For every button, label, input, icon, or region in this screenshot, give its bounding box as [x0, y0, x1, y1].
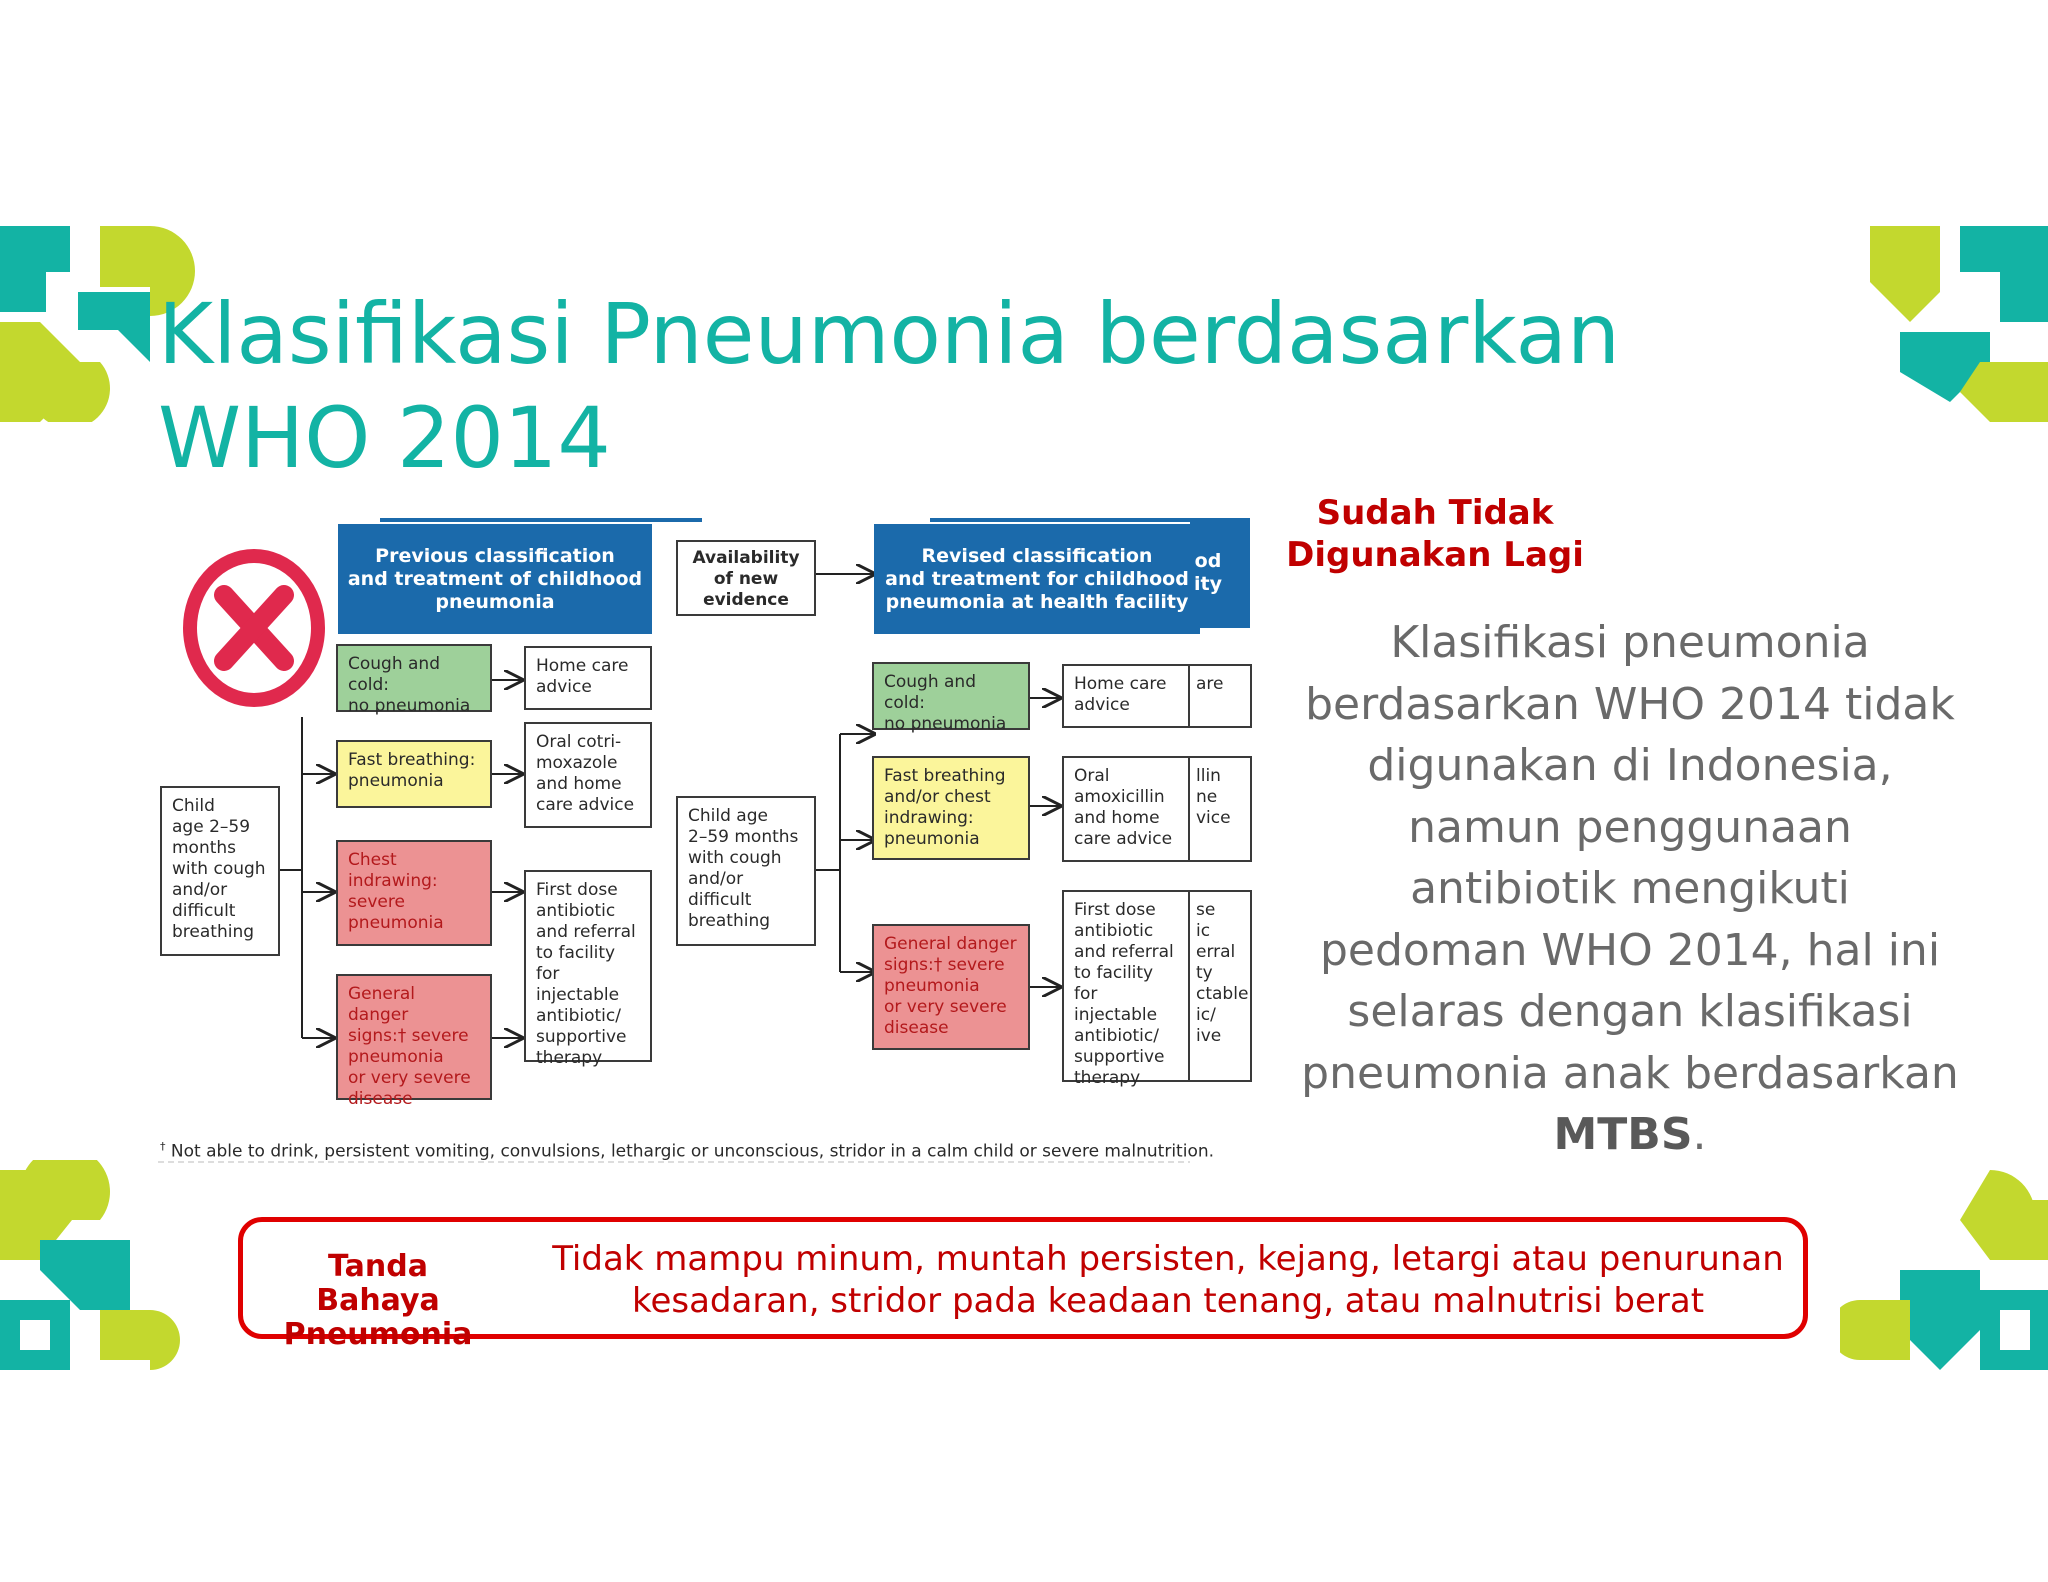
rev-treatment-home-care: Home care advice [1062, 664, 1190, 728]
prev-treatment-referral: First dose antibiotic and referral to facility for injectable antibiotic/ supportive therapy [524, 870, 652, 1062]
prev-class-general-danger: General danger signs:† severe pneumonia or very severe disease [336, 974, 492, 1100]
prev-class-chest-indrawing: Chest indrawing: severe pneumonia [336, 840, 492, 946]
explanation-text [1300, 612, 1960, 1166]
corner-decoration-top-right [1840, 212, 2048, 422]
explanation-text-main: Klasifikasi pneumonia berdasarkan WHO 2014 tidak digunakan di Indonesia, namun penggunaan antibiotik mengikuti pedoman WHO 2014, hal ini selaras dengan klasifikasi pneumonia anak berdasarkan [1301, 617, 1959, 1099]
child-criteria-box-revised: Child age 2–59 months with cough and/or difficult breathing [676, 796, 816, 946]
prev-treatment-oral-cotrimoxazole: Oral cotri- moxazole and home care advice [524, 722, 652, 828]
corner-decoration-bottom-left [0, 1160, 210, 1370]
explanation-text-bold: MTBS [1553, 1109, 1693, 1160]
not-used-label: Sudah Tidak Digunakan Lagi [1286, 493, 1584, 575]
explanation-text-end: . [1692, 1109, 1707, 1160]
diagram-footnote [160, 1140, 1214, 1162]
cut-off-header: od ity [1190, 518, 1250, 628]
rev-class-cough-cold: Cough and cold: no pneumonia [872, 662, 1030, 730]
rev-treatment-oral-amoxicillin: Oral amoxicillin and home care advice [1062, 756, 1190, 862]
prev-class-cough-cold: Cough and cold: no pneumonia [336, 644, 492, 712]
child-criteria-box-previous: Child age 2–59 months with cough and/or difficult breathing [160, 786, 280, 956]
cut-box-2: llin ne vice [1188, 756, 1252, 862]
revised-classification-header: Revised classification and treatment for childhood pneumonia at health facility [874, 524, 1200, 634]
cut-box-3: se ic erral ty ctable ic/ ive [1188, 890, 1252, 1082]
footnote-text: Not able to drink, persistent vomiting, convulsions, lethargic or unconscious, stridor in a calm child or severe malnutrition. [170, 1141, 1215, 1162]
new-evidence-box: Availability of new evidence [676, 540, 816, 616]
prev-class-fast-breathing: Fast breathing: pneumonia [336, 740, 492, 808]
corner-decoration-bottom-right [1840, 1160, 2048, 1370]
prev-treatment-home-care: Home care advice [524, 646, 652, 710]
rev-class-general-danger: General danger signs:† severe pneumonia or very severe disease [872, 924, 1030, 1050]
slide-title: Klasifikasi Pneumonia berdasarkan WHO 2014 [158, 285, 1621, 487]
danger-signs-label: Tanda Bahaya Pneumonia [283, 1249, 473, 1352]
who-classification-diagram [150, 510, 1260, 1170]
footnote-mark: † [160, 1140, 166, 1153]
danger-signs-text: Tidak mampu minum, muntah persisten, kejang, letargi atau penurunan kesadaran, stridor pada keadaan tenang, atau malnutrisi berat [552, 1239, 1784, 1321]
cut-box-1: are [1188, 664, 1252, 728]
previous-classification-header: Previous classification and treatment of childhood pneumonia [338, 524, 652, 634]
danger-signs-box [238, 1217, 1808, 1352]
rev-class-fast-breathing: Fast breathing and/or chest indrawing: pneumonia [872, 756, 1030, 860]
rev-treatment-referral: First dose antibiotic and referral to facility for injectable antibiotic/ supportive therapy [1062, 890, 1190, 1082]
